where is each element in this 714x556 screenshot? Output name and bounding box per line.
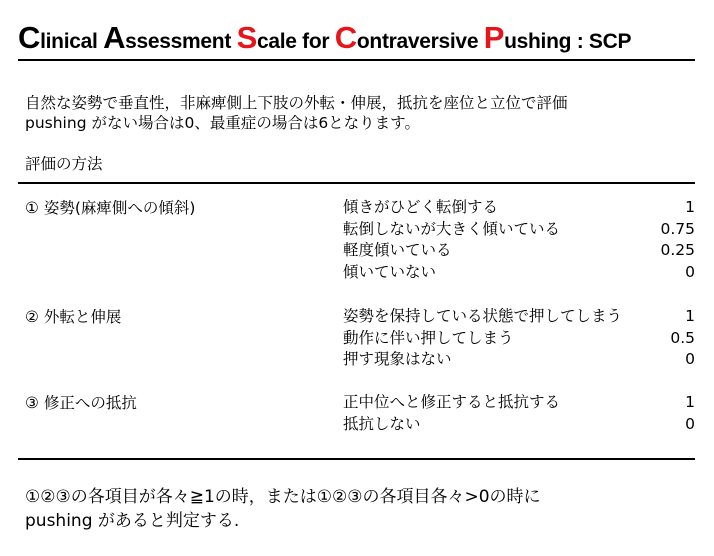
score-option (343, 306, 695, 328)
footer-divider (18, 458, 695, 460)
option-score: 1 (685, 307, 695, 325)
conclusion-line-2: pushing があると判定する. (25, 511, 240, 531)
title-letter-accent: P (483, 20, 505, 55)
option-text: 軽度傾いている (343, 241, 452, 259)
title-text: ushing (504, 30, 572, 53)
option-text: 抵抗しない (343, 414, 421, 433)
option-text: 動作に伴い押してしまう (343, 328, 514, 347)
intro-line-1: 自然な姿勢で垂直性，非麻痺側上下肢の外転・伸展，抵抗を座位と立位で評価 (25, 94, 568, 112)
option-score: 1 (685, 198, 695, 216)
option-score: 0 (685, 350, 695, 368)
section-divider (18, 182, 695, 184)
intro-line-2: pushing がない場合は0、最重症の場合は6となります。 (25, 114, 420, 132)
option-score: 1 (685, 393, 695, 411)
title-text: linical (40, 30, 104, 53)
option-text: 姿勢を保持している状態で押してしまう (343, 307, 623, 325)
option-score: 0 (685, 262, 695, 281)
option-text: 押す現象はない (343, 350, 452, 368)
option-text: 転倒しないが大きく傾いている (343, 219, 561, 238)
title-text: cale for (256, 30, 335, 53)
score-option (343, 414, 695, 436)
title-letter-accent: S (236, 20, 257, 55)
title-letter: C (18, 20, 41, 55)
score-option (343, 328, 695, 350)
title-divider (18, 59, 695, 61)
method-heading: 評価の方法 (25, 155, 103, 173)
option-score: 0 (685, 414, 695, 433)
score-option (343, 240, 695, 262)
slide-title (18, 20, 631, 56)
item-label: ③ 修正への抵抗 (25, 394, 137, 412)
score-option (343, 392, 695, 414)
option-text: 傾きがひどく転倒する (343, 198, 499, 216)
option-score: 0.5 (670, 328, 695, 347)
title-letter: A (103, 20, 126, 55)
score-option (343, 262, 695, 284)
item-label: ① 姿勢(麻痺側への傾斜) (25, 199, 196, 217)
option-score: 0.75 (660, 219, 695, 238)
title-text: ssessment (125, 30, 237, 53)
title-suffix: : SCP (571, 30, 632, 53)
conclusion-line-1: ①②③の各項目が各々≧1の時，または①②③の各項目各々>0の時に (25, 487, 541, 507)
option-text: 正中位へと修正すると抵抗する (343, 393, 561, 411)
score-option (343, 219, 695, 241)
option-score: 0.25 (660, 241, 695, 259)
title-text: ontraversive (356, 30, 484, 53)
item-label: ② 外転と伸展 (25, 308, 122, 326)
conclusion (25, 485, 541, 533)
score-option (343, 197, 695, 219)
title-letter-accent: C (334, 20, 357, 55)
option-text: 傾いていない (343, 262, 437, 281)
score-option (343, 349, 695, 371)
